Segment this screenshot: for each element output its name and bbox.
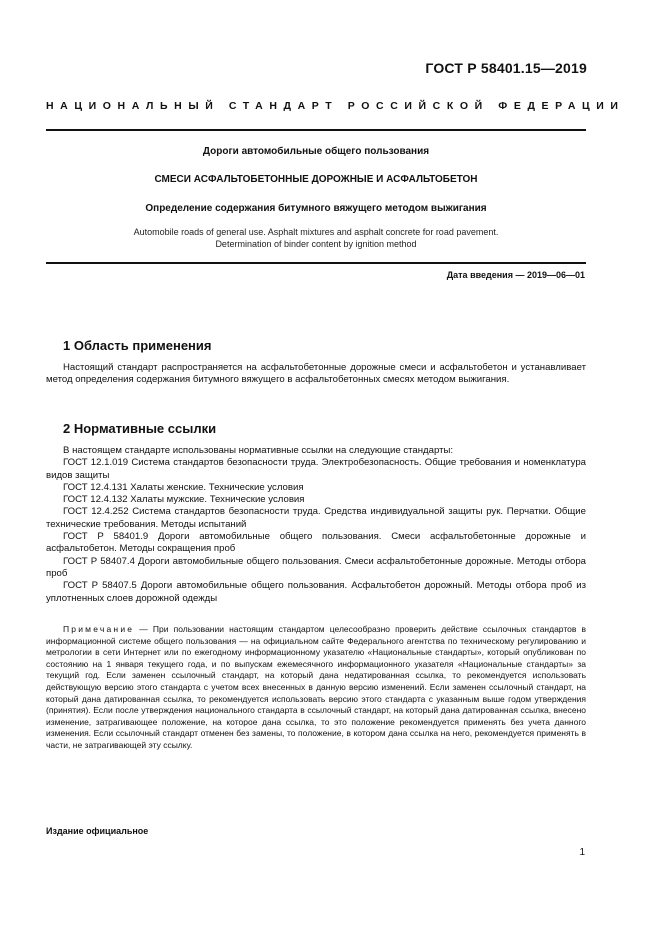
section-1-body: Настоящий стандарт распространяется на асфальтобетонные дорожные смеси и асфальтобетон и устанавливает метод определения содержания битумного вяжущего в асфальтобетонных смесях методом выжигания.: [46, 362, 586, 386]
english-title-line-1: Automobile roads of general use. Asphalt mixtures and asphalt concrete for road pavement.: [133, 227, 499, 237]
reference-item: ГОСТ 12.4.252 Система стандартов безопасности труда. Средства индивидуальной защиты рук. Перчатки. Общие технические требования. Методы испытаний: [46, 506, 586, 530]
title-line-2: СМЕСИ АСФАЛЬТОБЕТОННЫЕ ДОРОЖНЫЕ И АСФАЛЬТОБЕТОН: [154, 174, 478, 185]
reference-item: ГОСТ 12.4.131 Халаты женские. Технические условия: [63, 481, 304, 493]
section-2-heading: 2 Нормативные ссылки: [63, 421, 217, 436]
reference-item: ГОСТ 12.4.132 Халаты мужские. Технические условия: [63, 494, 305, 506]
page-number: 1: [579, 847, 585, 858]
introduction-date: Дата введения — 2019—06—01: [446, 270, 585, 280]
edition-label: Издание официальное: [46, 826, 149, 836]
reference-item: ГОСТ Р 58407.4 Дороги автомобильные общего пользования. Смеси асфальтобетонные дорожные. Методы отбора проб: [46, 555, 586, 579]
title-line-1: Дороги автомобильные общего пользования: [202, 146, 430, 157]
references-note: [46, 624, 586, 752]
reference-item: ГОСТ 12.1.019 Система стандартов безопасности труда. Электробезопасность. Общие требования и номенклатура видов защиты: [46, 457, 586, 481]
title-rule: [46, 262, 586, 264]
reference-item: ГОСТ Р 58407.5 Дороги автомобильные общего пользования. Асфальтобетон дорожный. Методы отбора проб из уплотненных слоев дорожной одежды: [46, 580, 586, 604]
english-title-line-2: Determination of binder content by ignition method: [215, 239, 417, 249]
reference-item: ГОСТ Р 58401.9 Дороги автомобильные общего пользования. Смеси асфальтобетонные дорожные и асфальтобетон. Методы сокращения проб: [46, 531, 586, 555]
title-line-3: Определение содержания битумного вяжущего методом выжигания: [145, 203, 487, 214]
references-list: [46, 445, 586, 605]
english-title: [46, 226, 586, 250]
header-rule: [46, 129, 586, 131]
section-1-text: [46, 362, 586, 387]
references-intro: В настоящем стандарте использованы нормативные ссылки на следующие стандарты:: [63, 445, 454, 456]
gost-number: ГОСТ Р 58401.15—2019: [425, 60, 587, 76]
section-1-heading: 1 Область применения: [63, 338, 212, 353]
national-standard-banner: НАЦИОНАЛЬНЫЙ СТАНДАРТ РОССИЙСКОЙ ФЕДЕРАЦИИ: [46, 100, 625, 112]
note-text: — При пользовании настоящим стандартом целесообразно проверить действие ссылочных стандартов в информационной системе общего пользования — на официальном сайте Федерального агентства по техническому регулированию и метрологии в сети Интернет или по ежегодному информационному указателю «Национальные стандарты», который опубликован по состоянию на 1 января текущего года, и по выпускам ежемесячного информационного указателя «Национальные стандарты» за текущий год. Если заменен ссылочный стандарт, на который дана недатированная ссылка, то рекомендуется использовать действующую версию этого стандарта с учетом всех внесенных в данную версию изменений. Если заменен ссылочный стандарт, на который дана датированная ссылка, то рекомендуется использовать версию этого стандарта с указанным выше годом утверждения (принятия). Если после утверждения национального стандарта в ссылочный стандарт, на который дана датированная ссылка, внесено изменение, затрагивающее положение, на которое дана ссылка, то это положение рекомендуется применять без учета данного изменения. Если ссылочный стандарт отменен без замены, то положение, в котором дана ссылка на него, рекомендуется применять в части, не затрагивающей эту ссылку.: [46, 624, 586, 750]
note-label: Примечание: [63, 624, 135, 634]
